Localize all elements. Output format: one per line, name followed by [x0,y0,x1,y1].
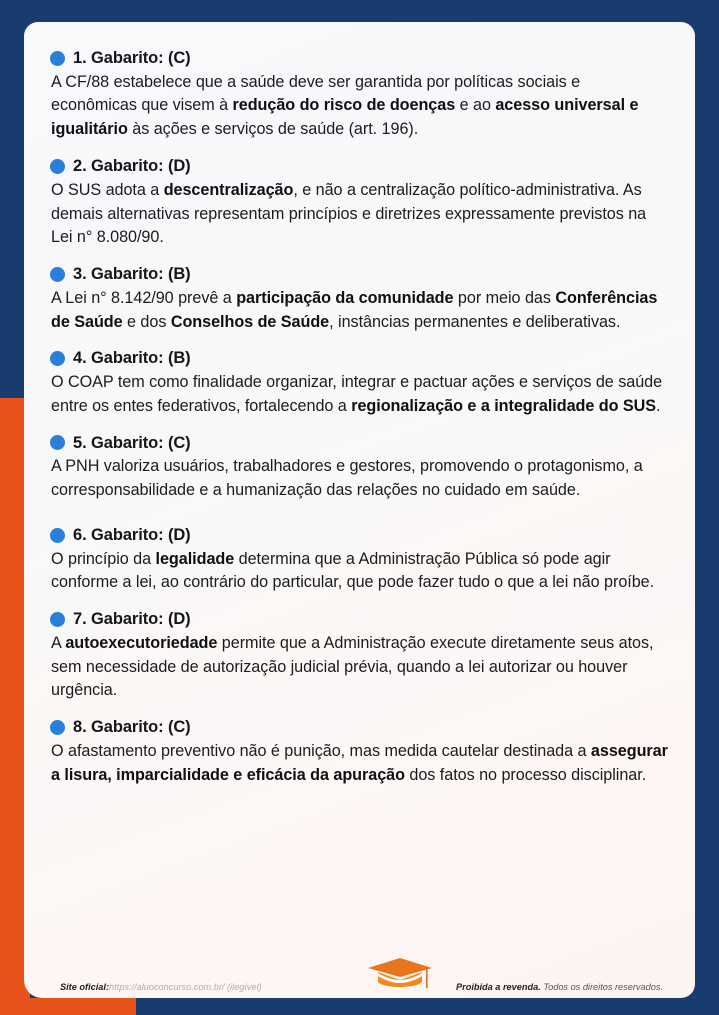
answer-item [50,264,669,334]
answer-heading-row [50,609,669,630]
answer-heading-row [50,348,669,369]
footer-inner [24,958,695,998]
answer-heading-row [50,525,669,546]
bottom-orange-strip [0,998,136,1015]
blue-dot-icon [50,435,65,450]
answers-list [24,22,695,787]
answer-body: O princípio da legalidade determina que a Administração Pública só pode agir conforme a lei, ao contrário do particular, que pode fazer tudo o que a lei não proíbe. [51,549,655,592]
answer-item [50,609,669,703]
answer-heading: 7. Gabarito: (D) [73,610,191,629]
answer-heading: 3. Gabarito: (B) [73,265,191,284]
answer-item [50,433,669,503]
answer-heading: 5. Gabarito: (C) [73,433,191,452]
answer-item [50,48,669,142]
answer-heading-row [50,433,669,454]
blue-dot-icon [50,159,65,174]
content-card [24,22,695,998]
blue-dot-icon [50,612,65,627]
answer-body: O COAP tem como finalidade organizar, integrar e pactuar ações e serviços de saúde entre os entes federativos, fortalecendo a regionalização e a integralidade do SUS. [51,373,663,415]
answer-body: A Lei n° 8.142/90 prevê a participação da comunidade por meio das Conferências de Saúde e dos Conselhos de Saúde, instâncias permanentes e deliberativas. [51,288,658,331]
blue-dot-icon [50,351,65,366]
answer-heading-row [50,264,669,285]
answer-heading: 2. Gabarito: (D) [73,157,191,176]
answer-heading: 4. Gabarito: (B) [73,349,191,368]
answer-item [50,717,669,787]
card-footer [24,958,695,998]
blue-dot-icon [50,720,65,735]
answer-body: A CF/88 estabelece que a saúde deve ser garantida por políticas sociais e econômicas que visem à redução do risco de doenças e ao acesso universal e igualitário às ações e serviços de saúde (art. 196). [51,72,639,139]
answer-body: A autoexecutoriedade permite que a Administração execute diretamente seus atos, sem necessidade de autorização judicial prévia, quando a lei autorizar ou houver urgência. [51,633,654,700]
answer-heading: 8. Gabarito: (C) [73,718,191,737]
footer-resale-label: Proibida a revenda. [456,982,541,992]
answer-heading-row [50,48,669,69]
answer-body: A PNH valoriza usuários, trabalhadores e gestores, promovendo o protagonismo, a corresponsabilidade e a humanização das relações no cuidado em saúde. [51,457,643,500]
blue-dot-icon [50,51,65,66]
answer-heading: 1. Gabarito: (C) [73,49,191,67]
footer-site [60,982,262,992]
blue-dot-icon [50,267,65,282]
answer-heading: 6. Gabarito: (D) [73,525,191,544]
answer-item [50,156,669,250]
footer-site-label: Site oficial: [60,982,110,992]
footer-site-url[interactable]: https://aluoconcurso.com.br/ (ilegível) [109,982,262,992]
answer-item [50,348,669,418]
answer-body: O afastamento preventivo não é punição, mas medida cautelar destinada a assegurar a lisura, imparcialidade e eficácia da apuração dos fatos no processo disciplinar. [51,741,668,784]
graduation-cap-icon [364,956,436,990]
answer-body: O SUS adota a descentralização, e não a centralização político-administrativa. As demais alternativas representam princípios e diretrizes expressamente previstos na Lei n° 8.080/90. [51,180,647,247]
footer-rights [456,982,663,992]
blue-dot-icon [50,528,65,543]
answer-heading-row [50,717,669,738]
footer-rights-text: Todos os direitos reservados. [543,982,663,992]
answer-heading-row [50,156,669,177]
answer-item [50,525,669,595]
